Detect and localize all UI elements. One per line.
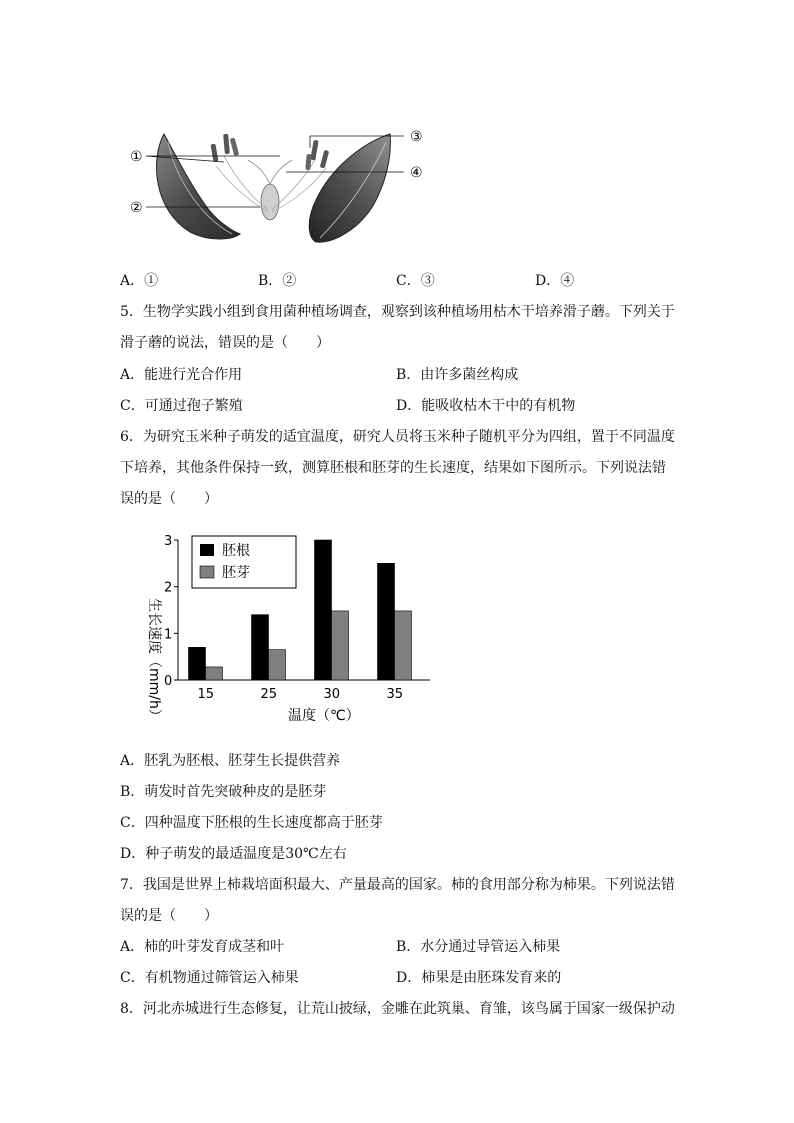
anther [230, 138, 239, 157]
q5-option-a[interactable]: A．能进行光合作用 [120, 367, 243, 383]
bar-plumule-15 [206, 667, 223, 680]
bar-radicle-25 [252, 615, 269, 680]
legend-label-radicle: 胚根 [222, 543, 250, 559]
q4-option-a[interactable]: A．① [120, 273, 159, 289]
ovary [261, 184, 279, 220]
bar-plumule-25 [269, 650, 286, 680]
q6-option-c[interactable]: C．四种温度下胚根的生长速度都高于胚芽 [120, 815, 383, 831]
legend-swatch-plumule [200, 566, 214, 578]
chart-legend [192, 536, 296, 588]
label-2: ② [130, 200, 143, 216]
x-tick-label: 15 [197, 687, 215, 702]
anther [305, 154, 311, 170]
y-tick-label: 3 [164, 534, 173, 549]
q6-stem-line3: 误的是（ ） [120, 491, 218, 507]
label-1: ① [130, 149, 143, 165]
y-tick-label: 1 [164, 627, 173, 643]
q6-stem-line2: 下培养，其他条件保持一致，测算胚根和胚芽的生长速度，结果如下图所示。下列说法错 [120, 460, 666, 476]
q5-stem-line2: 滑子蘑的说法，错误的是（ ） [120, 335, 330, 351]
anther [320, 150, 329, 169]
q7-option-b[interactable]: B．水分通过导管运入柿果 [396, 939, 561, 955]
x-tick-label: 35 [386, 687, 404, 702]
q5-option-d[interactable]: D．能吸收枯木干中的有机物 [396, 398, 576, 414]
bar-radicle-30 [315, 540, 332, 680]
q8-stem-line1: 8．河北赤城进行生态修复，让荒山披绿，金雕在此筑巢、育雏，该鸟属于国家一级保护动 [120, 1001, 675, 1017]
q6-option-d[interactable]: D．种子萌发的最适温度是30℃左右 [120, 846, 347, 862]
y-tick-label: 0 [164, 674, 173, 689]
label-4: ④ [410, 165, 423, 181]
y-tick-label: 2 [164, 580, 173, 596]
q7-stem-line2: 误的是（ ） [120, 908, 218, 924]
q4-option-d[interactable]: D．④ [535, 273, 575, 289]
q5-option-c[interactable]: C．可通过孢子繁殖 [120, 398, 243, 414]
label-3: ③ [410, 129, 423, 145]
chart-ylabel: 生长速度（mm/h） [146, 598, 162, 723]
bar-radicle-15 [189, 647, 206, 680]
q5-stem-line1: 5．生物学实践小组到食用菌种植场调查，观察到该种植场用枯木干培养滑子蘑。下列关于 [120, 304, 675, 320]
bar-radicle-35 [378, 563, 395, 680]
q4-option-c[interactable]: C．③ [396, 273, 435, 289]
anther [223, 134, 230, 154]
chart-xlabel: 温度（℃） [288, 708, 360, 724]
q7-option-a[interactable]: A．柿的叶芽发育成茎和叶 [120, 939, 285, 955]
q6-option-a[interactable]: A．胚乳为胚根、胚芽生长提供营养 [120, 753, 341, 769]
x-tick-label: 25 [260, 687, 278, 702]
growth-rate-chart [130, 528, 450, 728]
q4-option-b[interactable]: B．② [258, 273, 297, 289]
q5-option-b[interactable]: B．由许多菌丝构成 [396, 367, 519, 383]
bar-plumule-35 [395, 611, 412, 680]
q7-option-d[interactable]: D．柿果是由胚珠发育来的 [396, 970, 562, 986]
q6-stem-line1: 6．为研究玉米种子萌发的适宜温度，研究人员将玉米种子随机平分为四组，置于不同温度 [120, 429, 675, 445]
legend-label-plumule: 胚芽 [222, 565, 250, 581]
q7-stem-line1: 7．我国是世界上柿栽培面积最大、产量最高的国家。柿的食用部分称为柿果。下列说法错 [120, 877, 675, 893]
q7-option-c[interactable]: C．有机物通过筛管运入柿果 [120, 970, 299, 986]
bar-plumule-30 [332, 611, 349, 680]
anther [310, 140, 318, 161]
legend-swatch-radicle [200, 544, 214, 556]
flower-diagram [120, 120, 440, 255]
right-glume [309, 134, 390, 242]
anther [210, 144, 218, 163]
q6-option-b[interactable]: B．萌发时首先突破种皮的是胚芽 [120, 784, 327, 800]
x-tick-label: 30 [323, 687, 341, 702]
